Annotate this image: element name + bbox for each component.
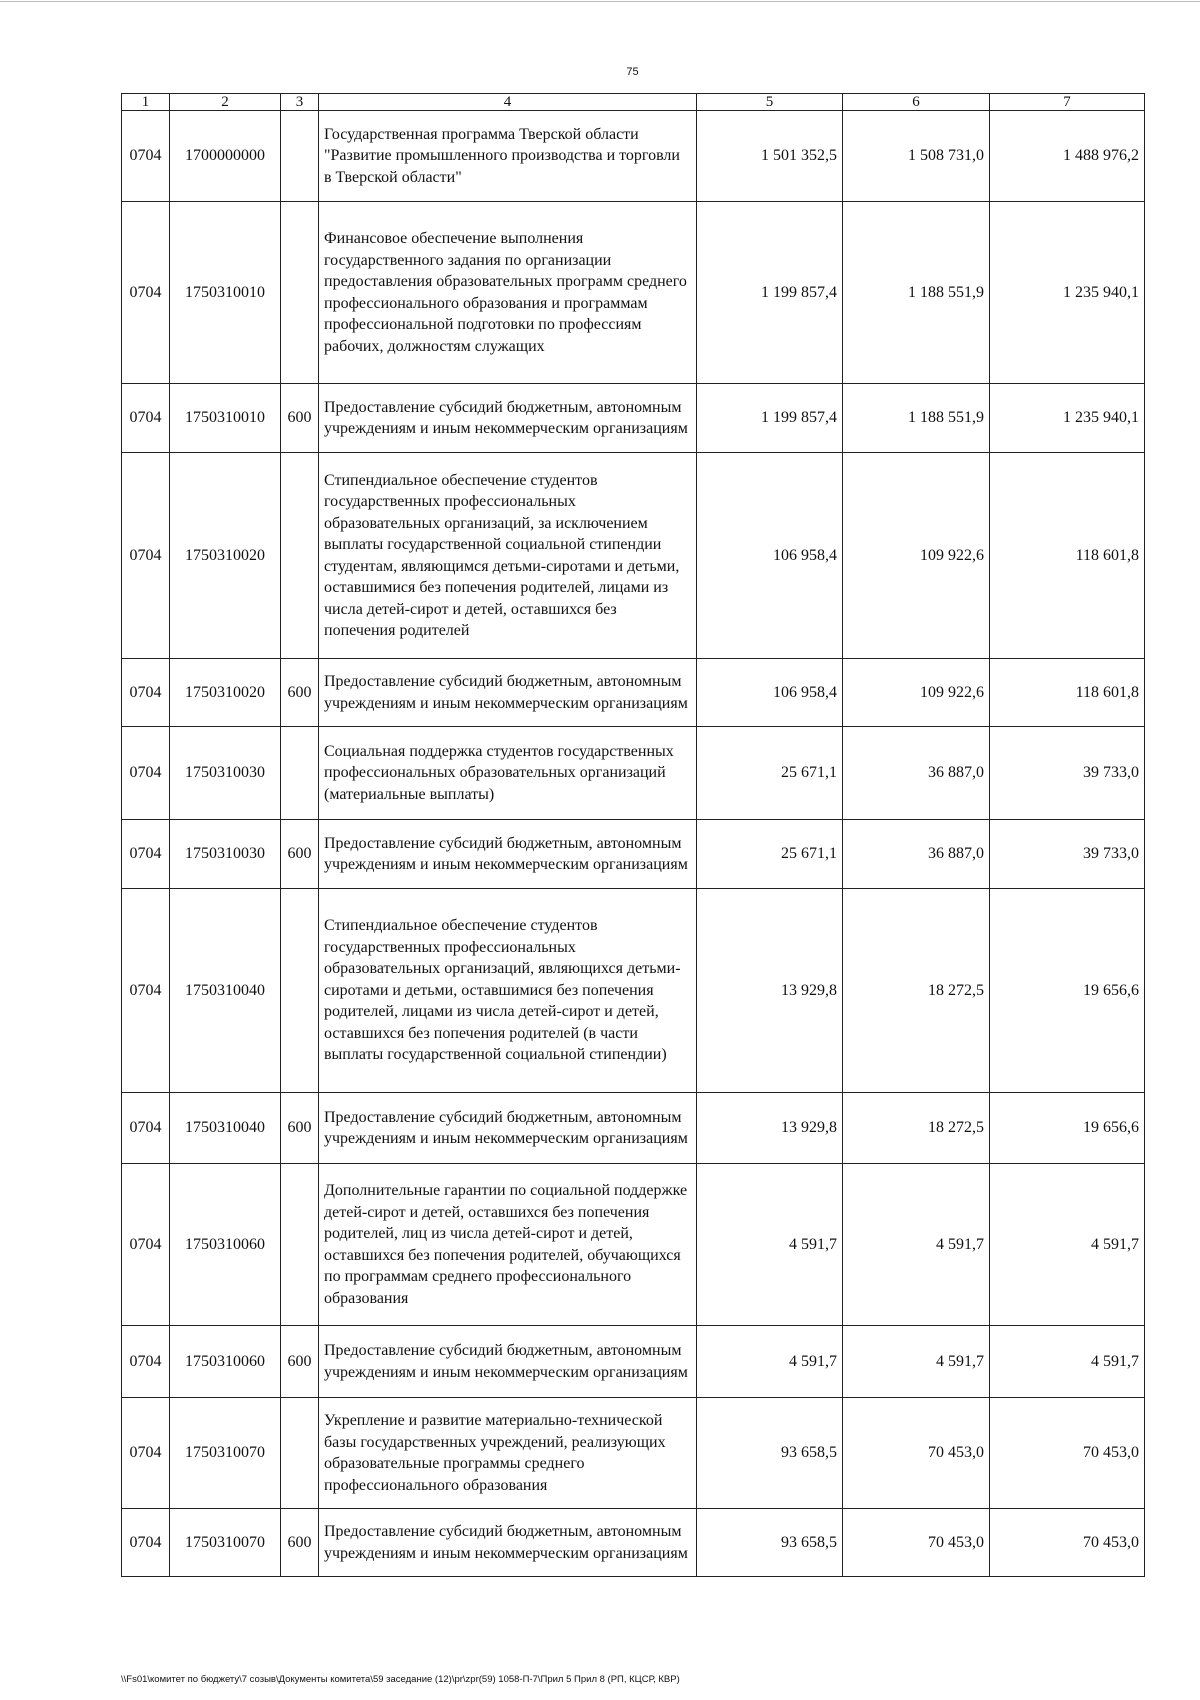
section-code: 0704 [122, 659, 170, 727]
table-row [122, 111, 1145, 202]
expense-type-code: 600 [281, 384, 319, 453]
expense-type-code: 600 [281, 820, 319, 889]
table-row [122, 384, 1145, 453]
table-row [122, 889, 1145, 1093]
section-code: 0704 [122, 1164, 170, 1326]
table-row [122, 1398, 1145, 1509]
expense-type-code [281, 1398, 319, 1509]
amount-col-7: 1 488 976,2 [990, 111, 1145, 202]
table-row [122, 659, 1145, 727]
page-number: 75 [626, 66, 639, 78]
row-description: Государственная программа Тверской области "Развитие промышленного производства и торговли в Тверской области" [319, 111, 697, 202]
table-row [122, 1093, 1145, 1164]
row-description: Финансовое обеспечение выполнения государственного задания по организации предоставления образовательных программ среднего профессионального образования и программам профессиональной подготовки по профессиям рабочих, должностям служащих [319, 202, 697, 384]
amount-col-7: 4 591,7 [990, 1164, 1145, 1326]
target-article-code: 1750310060 [170, 1326, 281, 1398]
row-description: Предоставление субсидий бюджетным, автономным учреждениям и иным некоммерческим организациям [319, 1326, 697, 1398]
amount-col-7: 70 453,0 [990, 1509, 1145, 1577]
amount-col-6: 109 922,6 [843, 659, 990, 727]
amount-col-5: 13 929,8 [697, 1093, 843, 1164]
amount-col-5: 1 199 857,4 [697, 202, 843, 384]
amount-col-7: 4 591,7 [990, 1326, 1145, 1398]
row-description: Предоставление субсидий бюджетным, автономным учреждениям и иным некоммерческим организациям [319, 384, 697, 453]
top-rule [0, 1, 1200, 2]
budget-table [121, 93, 1145, 1577]
header-col-6: 6 [843, 94, 990, 111]
table-row [122, 727, 1145, 820]
amount-col-7: 39 733,0 [990, 727, 1145, 820]
amount-col-5: 4 591,7 [697, 1326, 843, 1398]
amount-col-6: 109 922,6 [843, 453, 990, 659]
target-article-code: 1750310010 [170, 384, 281, 453]
expense-type-code [281, 1164, 319, 1326]
target-article-code: 1750310040 [170, 1093, 281, 1164]
table-row [122, 1164, 1145, 1326]
target-article-code: 1750310010 [170, 202, 281, 384]
expense-type-code [281, 453, 319, 659]
expense-type-code [281, 889, 319, 1093]
expense-type-code: 600 [281, 1093, 319, 1164]
row-description: Стипендиальное обеспечение студентов государственных профессиональных образовательных организаций, за исключением выплаты государственной социальной стипендии студентам, являющимся детьми-сиротами и детьми, оставшимися без попечения родителей, лицами из числа детей-сирот и детей, оставшихся без попечения родителей [319, 453, 697, 659]
amount-col-6: 70 453,0 [843, 1398, 990, 1509]
amount-col-6: 1 188 551,9 [843, 384, 990, 453]
header-col-1: 1 [122, 94, 170, 111]
amount-col-6: 18 272,5 [843, 1093, 990, 1164]
amount-col-6: 36 887,0 [843, 727, 990, 820]
amount-col-5: 25 671,1 [697, 727, 843, 820]
expense-type-code [281, 727, 319, 820]
amount-col-6: 1 508 731,0 [843, 111, 990, 202]
amount-col-7: 19 656,6 [990, 889, 1145, 1093]
section-code: 0704 [122, 1093, 170, 1164]
amount-col-5: 1 501 352,5 [697, 111, 843, 202]
amount-col-7: 1 235 940,1 [990, 202, 1145, 384]
header-row [122, 94, 1145, 111]
table-row [122, 1326, 1145, 1398]
target-article-code: 1750310060 [170, 1164, 281, 1326]
amount-col-5: 106 958,4 [697, 659, 843, 727]
amount-col-7: 118 601,8 [990, 659, 1145, 727]
amount-col-6: 1 188 551,9 [843, 202, 990, 384]
amount-col-7: 70 453,0 [990, 1398, 1145, 1509]
row-description: Предоставление субсидий бюджетным, автономным учреждениям и иным некоммерческим организациям [319, 1509, 697, 1577]
section-code: 0704 [122, 889, 170, 1093]
amount-col-7: 118 601,8 [990, 453, 1145, 659]
row-description: Стипендиальное обеспечение студентов государственных профессиональных образовательных организаций, являющихся детьми-сиротами и детьми, оставшимися без попечения родителей, лицами из числа детей-сирот и детей, оставшихся без попечения родителей (в части выплаты государственной социальной стипендии) [319, 889, 697, 1093]
header-col-3: 3 [281, 94, 319, 111]
amount-col-5: 1 199 857,4 [697, 384, 843, 453]
amount-col-6: 36 887,0 [843, 820, 990, 889]
row-description: Предоставление субсидий бюджетным, автономным учреждениям и иным некоммерческим организациям [319, 659, 697, 727]
expense-type-code: 600 [281, 1509, 319, 1577]
table-row [122, 1509, 1145, 1577]
header-col-5: 5 [697, 94, 843, 111]
target-article-code: 1750310070 [170, 1398, 281, 1509]
table-row [122, 820, 1145, 889]
header-col-4: 4 [319, 94, 697, 111]
row-description: Дополнительные гарантии по социальной поддержке детей-сирот и детей, оставшихся без попечения родителей, лиц из числа детей-сирот и детей, оставшихся без попечения родителей, обучающихся по программам среднего профессионального образования [319, 1164, 697, 1326]
table-row [122, 453, 1145, 659]
amount-col-5: 4 591,7 [697, 1164, 843, 1326]
amount-col-5: 13 929,8 [697, 889, 843, 1093]
target-article-code: 1750310020 [170, 659, 281, 727]
expense-type-code [281, 111, 319, 202]
amount-col-5: 106 958,4 [697, 453, 843, 659]
target-article-code: 1750310040 [170, 889, 281, 1093]
row-description: Укрепление и развитие материально-технической базы государственных учреждений, реализующих образовательные программы среднего профессионального образования [319, 1398, 697, 1509]
amount-col-5: 93 658,5 [697, 1398, 843, 1509]
amount-col-7: 39 733,0 [990, 820, 1145, 889]
target-article-code: 1750310020 [170, 453, 281, 659]
section-code: 0704 [122, 384, 170, 453]
expense-type-code: 600 [281, 1326, 319, 1398]
header-col-2: 2 [170, 94, 281, 111]
expense-type-code [281, 202, 319, 384]
section-code: 0704 [122, 820, 170, 889]
section-code: 0704 [122, 202, 170, 384]
amount-col-6: 4 591,7 [843, 1164, 990, 1326]
amount-col-6: 70 453,0 [843, 1509, 990, 1577]
section-code: 0704 [122, 1509, 170, 1577]
expense-type-code: 600 [281, 659, 319, 727]
target-article-code: 1750310030 [170, 727, 281, 820]
amount-col-5: 93 658,5 [697, 1509, 843, 1577]
header-col-7: 7 [990, 94, 1145, 111]
amount-col-7: 1 235 940,1 [990, 384, 1145, 453]
target-article-code: 1750310070 [170, 1509, 281, 1577]
section-code: 0704 [122, 727, 170, 820]
amount-col-6: 18 272,5 [843, 889, 990, 1093]
row-description: Предоставление субсидий бюджетным, автономным учреждениям и иным некоммерческим организациям [319, 1093, 697, 1164]
row-description: Социальная поддержка студентов государственных профессиональных образовательных организаций (материальные выплаты) [319, 727, 697, 820]
table-row [122, 202, 1145, 384]
section-code: 0704 [122, 1398, 170, 1509]
target-article-code: 1750310030 [170, 820, 281, 889]
target-article-code: 1700000000 [170, 111, 281, 202]
footer-file-path: \\Fs01\комитет по бюджету\7 созыв\Документы комитета\59 заседание (12)\pr\zpr(59) 1058-П-7\Прил 5 Прил 8 (РП, КЦСР, КВР) [121, 1674, 680, 1685]
section-code: 0704 [122, 453, 170, 659]
section-code: 0704 [122, 111, 170, 202]
amount-col-7: 19 656,6 [990, 1093, 1145, 1164]
amount-col-6: 4 591,7 [843, 1326, 990, 1398]
amount-col-5: 25 671,1 [697, 820, 843, 889]
row-description: Предоставление субсидий бюджетным, автономным учреждениям и иным некоммерческим организациям [319, 820, 697, 889]
section-code: 0704 [122, 1326, 170, 1398]
